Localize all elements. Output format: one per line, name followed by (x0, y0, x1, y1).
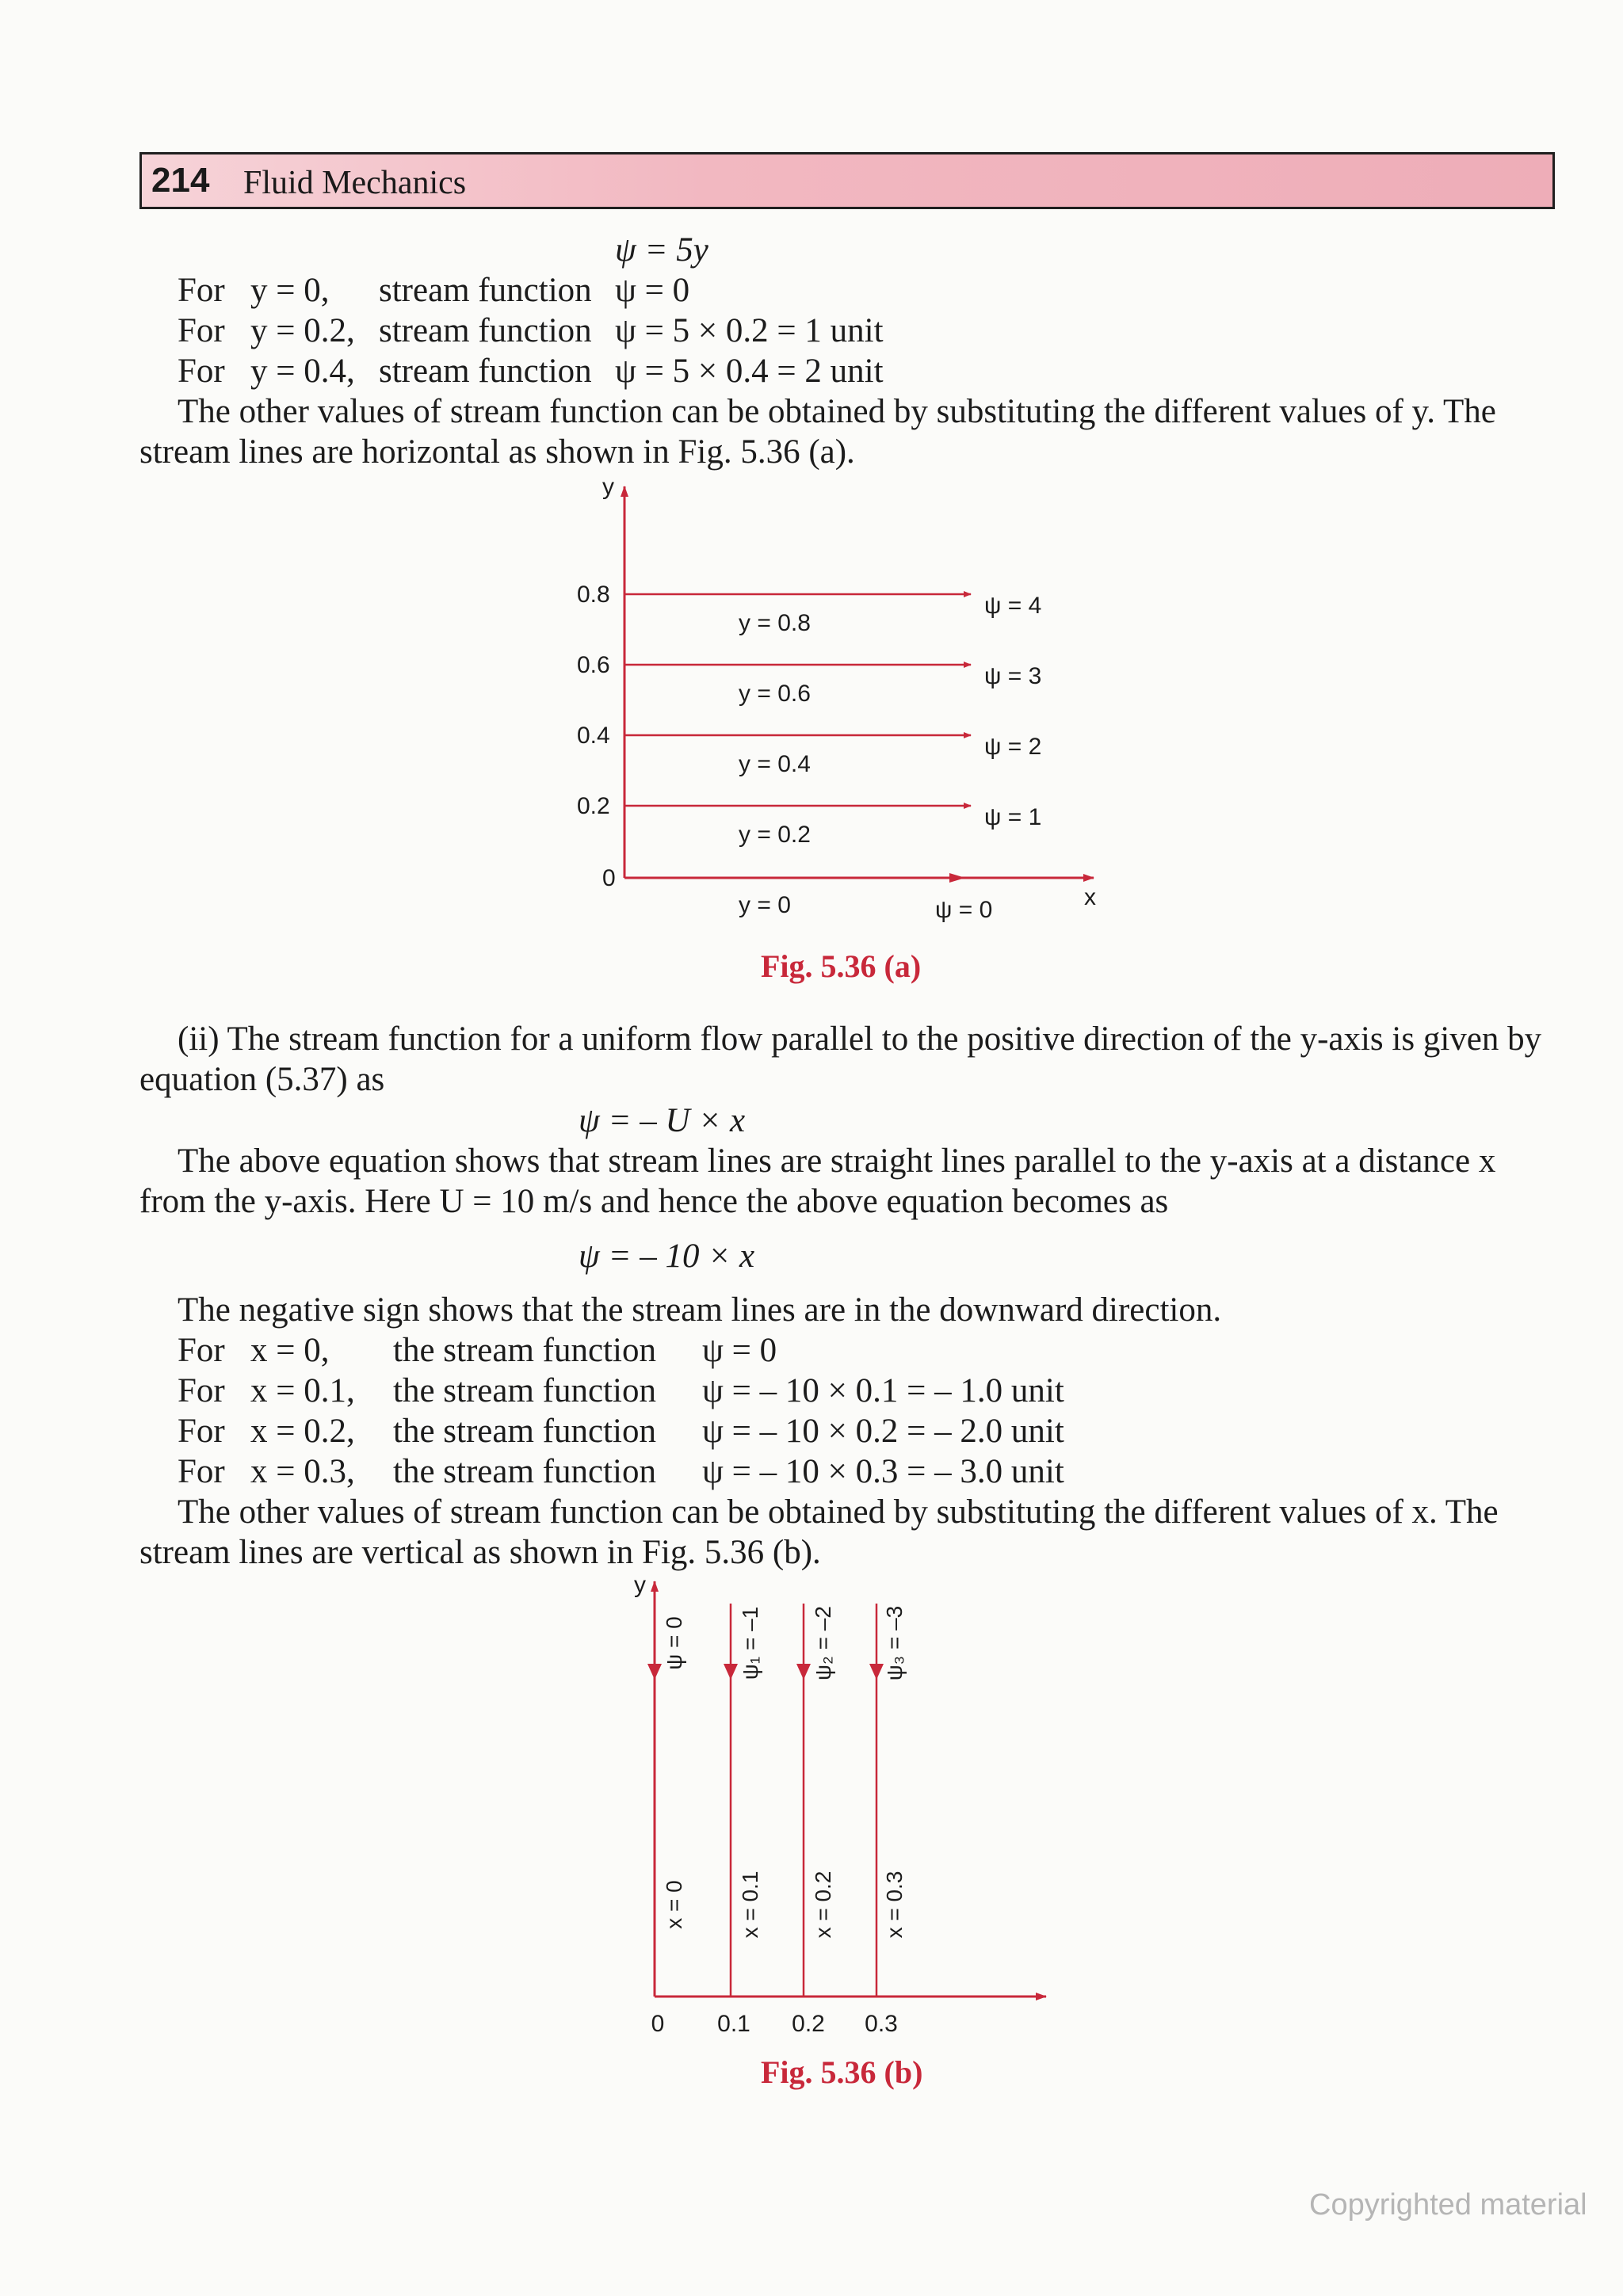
fig-b-psi-2: ψ₂ = –2 (811, 1606, 835, 1680)
page-header (139, 152, 1555, 209)
row-b-var-2: x = 0.1, (250, 1372, 355, 1409)
row-b-desc-1: the stream function (393, 1332, 656, 1369)
row-b-for-4: For (178, 1453, 225, 1490)
row-b-value-3: ψ = – 10 × 0.2 = – 2.0 unit (702, 1413, 1064, 1450)
fig-b-x-0: x = 0 (662, 1880, 686, 1929)
figure-5-36a (555, 472, 1157, 948)
row-b-desc-3: the stream function (393, 1413, 656, 1450)
fig-a-label-y08: y = 0.8 (739, 610, 811, 636)
copyright-notice: Copyrighted material (1309, 2188, 1587, 2222)
row-a-var-1: y = 0, (250, 272, 330, 309)
fig-b-tick-03: 0.3 (865, 2011, 898, 2037)
fig-a-label-y04: y = 0.4 (739, 751, 811, 777)
fig-a-label-y06: y = 0.6 (739, 681, 811, 707)
streamline-y0-arrow (949, 873, 965, 883)
fig-a-psi-2: ψ = 2 (984, 734, 1042, 760)
fig-a-psi-1: ψ = 1 (984, 804, 1042, 830)
fig-a-label-y0: y = 0 (739, 892, 791, 918)
fig-a-tick-0: 0 (602, 865, 616, 891)
fig-a-psi-4: ψ = 4 (984, 593, 1042, 619)
fig-a-tick-08: 0.8 (577, 582, 610, 608)
row-a-var-3: y = 0.4, (250, 353, 355, 390)
row-a-desc-3: stream function (379, 353, 592, 390)
row-a-desc-1: stream function (379, 272, 592, 309)
paragraph-a-line-1: The other values of stream function can be obtained by substituting the different values of y. The (178, 393, 1496, 430)
equation-psi-10x: ψ = – 10 × x (579, 1238, 755, 1275)
row-b-value-2: ψ = – 10 × 0.1 = – 1.0 unit (702, 1372, 1064, 1409)
fig-a-psi-0: ψ = 0 (935, 897, 993, 923)
fig-a-tick-02: 0.2 (577, 793, 610, 819)
fig-b-psi-0: ψ = 0 (662, 1616, 686, 1670)
row-a-value-2: ψ = 5 × 0.2 = 1 unit (615, 312, 884, 349)
row-a-var-2: y = 0.2, (250, 312, 355, 349)
row-b-var-4: x = 0.3, (250, 1453, 355, 1490)
fig-b-x-03: x = 0.3 (882, 1871, 907, 1939)
fig-a-axis-x-label: x (1084, 884, 1096, 910)
row-a-value-1: ψ = 0 (615, 272, 690, 309)
fig-b-psi-3: ψ₃ = –3 (882, 1605, 907, 1681)
equation-psi-ux: ψ = – U × x (579, 1102, 746, 1139)
paragraph-b-explain-1: The above equation shows that stream lines are straight lines parallel to the y-axis at a distance x (178, 1142, 1496, 1180)
row-b-for-3: For (178, 1413, 225, 1450)
row-a-for-3: For (178, 353, 225, 390)
fig-b-tick-0: 0 (651, 2011, 665, 2037)
paragraph-b-line-1: The other values of stream function can be obtained by substituting the different values of x. The (178, 1493, 1499, 1531)
row-b-var-1: x = 0, (250, 1332, 330, 1369)
row-a-for-1: For (178, 272, 225, 309)
fig-a-label-y02: y = 0.2 (739, 822, 811, 848)
figure-a-caption: Fig. 5.36 (a) (761, 948, 922, 984)
fig-b-psi-1: ψ₁ = –1 (738, 1606, 762, 1680)
book-title: Fluid Mechanics (243, 165, 467, 201)
fig-a-axis-y-label: y (602, 474, 614, 500)
paragraph-b-explain-2: from the y-axis. Here U = 10 m/s and hence the above equation becomes as (139, 1183, 1169, 1220)
paragraph-a-line-2: stream lines are horizontal as shown in Fig. 5.36 (a). (139, 433, 855, 471)
streamline-x0-arrow (647, 1664, 662, 1680)
fig-b-tick-01: 0.1 (717, 2011, 750, 2037)
row-b-value-4: ψ = – 10 × 0.3 = – 3.0 unit (702, 1453, 1064, 1490)
fig-a-psi-3: ψ = 3 (984, 663, 1042, 689)
row-b-desc-2: the stream function (393, 1372, 656, 1409)
paragraph-b-intro-1: (ii) The stream function for a uniform flow parallel to the positive direction of the y-axis is given by (178, 1020, 1542, 1058)
row-a-for-2: For (178, 312, 225, 349)
row-b-desc-4: the stream function (393, 1453, 656, 1490)
row-b-for-2: For (178, 1372, 225, 1409)
page-number: 214 (151, 161, 210, 200)
paragraph-b-intro-2: equation (5.37) as (139, 1061, 385, 1098)
figure-b-caption: Fig. 5.36 (b) (761, 2054, 923, 2090)
figure-5-36b (618, 1572, 1062, 2047)
row-b-for-1: For (178, 1332, 225, 1369)
equation-psi-5y: ψ = 5y (615, 231, 708, 269)
row-b-var-3: x = 0.2, (250, 1413, 355, 1450)
fig-b-x-02: x = 0.2 (811, 1871, 835, 1939)
negative-sign-note: The negative sign shows that the stream lines are in the downward direction. (178, 1291, 1222, 1329)
paragraph-b-line-2: stream lines are vertical as shown in Fig. 5.36 (b). (139, 1534, 821, 1571)
fig-b-x-01: x = 0.1 (738, 1871, 762, 1939)
row-a-desc-2: stream function (379, 312, 592, 349)
fig-a-tick-06: 0.6 (577, 652, 610, 678)
row-a-value-3: ψ = 5 × 0.4 = 2 unit (615, 353, 884, 390)
fig-b-axis-y-label: y (634, 1572, 646, 1598)
fig-a-tick-04: 0.4 (577, 723, 610, 749)
fig-b-tick-02: 0.2 (792, 2011, 825, 2037)
row-b-value-1: ψ = 0 (702, 1332, 777, 1369)
